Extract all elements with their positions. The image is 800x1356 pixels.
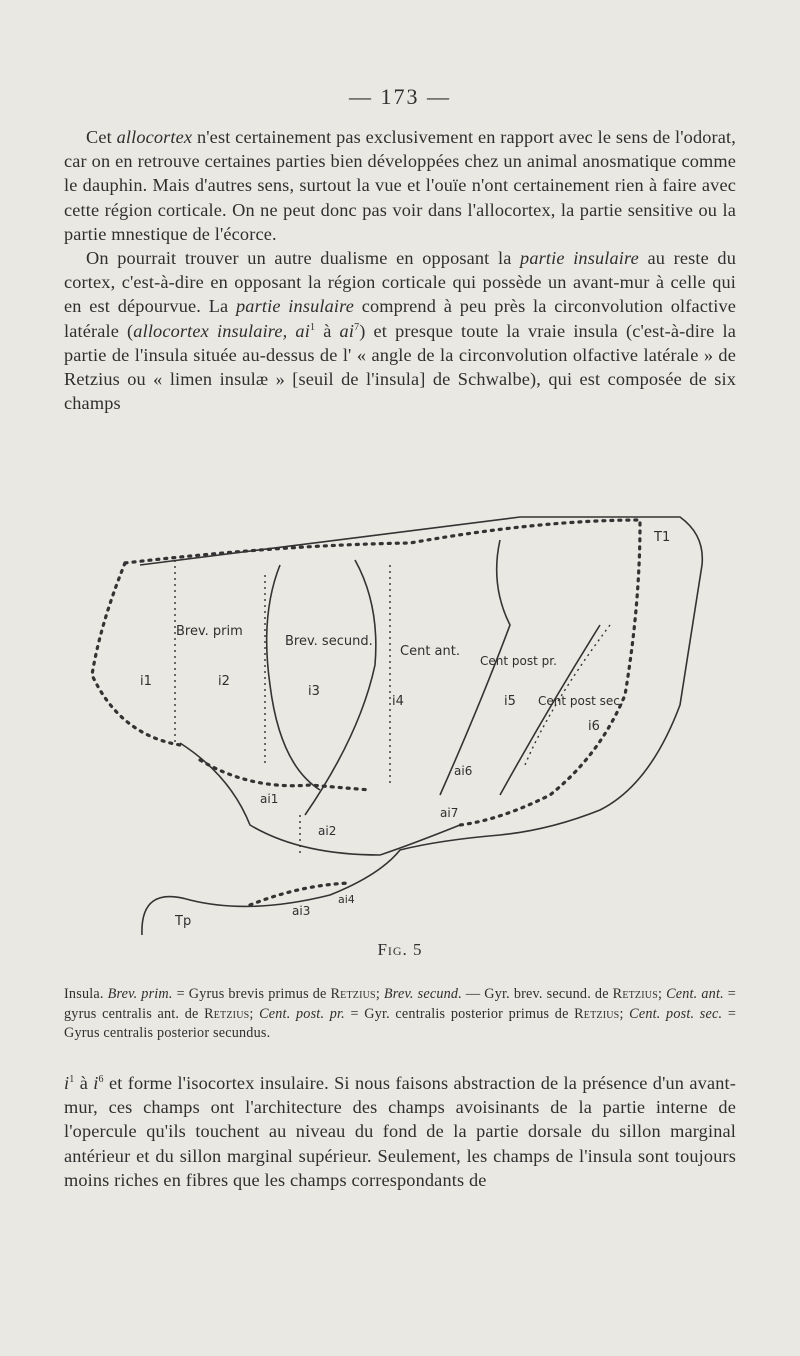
body-text-bottom [64, 1071, 736, 1192]
insula-map-drawing [80, 505, 720, 950]
label-tp: Tp [175, 914, 192, 929]
dotted-right-boundary [460, 523, 640, 825]
paragraph-1: Cet allocortex n'est certainement pas exclusivement en rapport avec le sens de l'odorat, car on en retrouve certaines parties bien développées chez un animal anosmatique comme le dauphin. Mais d'autres sens, surtout la vue et l'ouïe n'ont certainement rien à faire avec cette région corticale. On ne peut donc pas voir dans l'allocortex, la partie sensitive ou la partie mnestique de l'écorce. [64, 127, 736, 244]
label-ai7: ai7 [440, 806, 459, 820]
outer-boundary-line [140, 517, 702, 935]
label-i3: i3 [308, 684, 320, 699]
insula-figure [80, 505, 720, 950]
label-i1: i1 [140, 674, 152, 689]
label-t1: T1 [654, 530, 671, 545]
label-brev-secund: Brev. secund. [285, 634, 373, 649]
label-cent-ant: Cent ant. [400, 644, 460, 659]
label-ai6: ai6 [454, 764, 473, 778]
dotted-left-boundary [92, 563, 180, 745]
body-text-top [64, 125, 736, 415]
page-number: — 173 — [349, 84, 451, 109]
paragraph-3: $i^1$ à $i^6$ et forme l'isocortex insulaire. Si nous faisons abstraction de la présence d'un avant-mur, ces champs ont l'architecture des champs avoisinants de la partie interne de l'opercule qu'ils touchent au niveau du fond de la partie dorsale du sillon marginal antérieur et du sillon marginal supérieur. Seulement, les champs de l'insula sont toujours moins riches en fibres que les champs correspondants de [64, 1073, 736, 1190]
paragraph-2: On pourrait trouver un autre dualisme en opposant la partie insulaire au reste du cortex, c'est-à-dire en opposant la région corticale qui possède un avant-mur à celle qui en est dépourvue. La partie insulaire comprend à peu près la circonvolution olfactive latérale (allocortex insulaire, $ai^1$ à $ai^7$) et presque toute la vraie insula (c'est-à-dire la partie de l'insula située au-dessus de l' « angle de la circonvolution olfactive latérale » de Retzius ou « limen insulæ » [seuil de l'insula] de Schwalbe), qui est composée de six champs [64, 248, 736, 414]
figure-caption: Insula. Brev. prim. = Gyrus brevis primus de Retzius; Brev. secund. — Gyr. brev. secund. de Retzius; Cent. ant. = gyrus centralis ant. de Retzius; Cent. post. pr. = Gyr. centralis posterior primus de Retzius; Cent. post. sec. = Gyrus centralis posterior secundus. [64, 986, 737, 1041]
figure-title: Fig. 5 [377, 940, 423, 959]
label-i4: i4 [392, 694, 404, 709]
label-cent-post-sec: Cent post sec. [538, 694, 624, 708]
lower-contour-line [180, 743, 460, 855]
label-brev-prim: Brev. prim [176, 624, 243, 639]
label-ai2: ai2 [318, 824, 337, 838]
label-cent-post-pr: Cent post pr. [480, 654, 557, 668]
label-ai3: ai3 [292, 904, 311, 918]
dotted-ai-row [200, 760, 370, 790]
label-i2: i2 [218, 674, 230, 689]
label-ai1: ai1 [260, 792, 279, 806]
label-ai4: ai4 [338, 893, 355, 906]
label-i6: i6 [588, 719, 600, 734]
sulcus-line-1 [267, 565, 320, 790]
sulcus-line-4 [500, 625, 600, 795]
label-i5: i5 [504, 694, 516, 709]
